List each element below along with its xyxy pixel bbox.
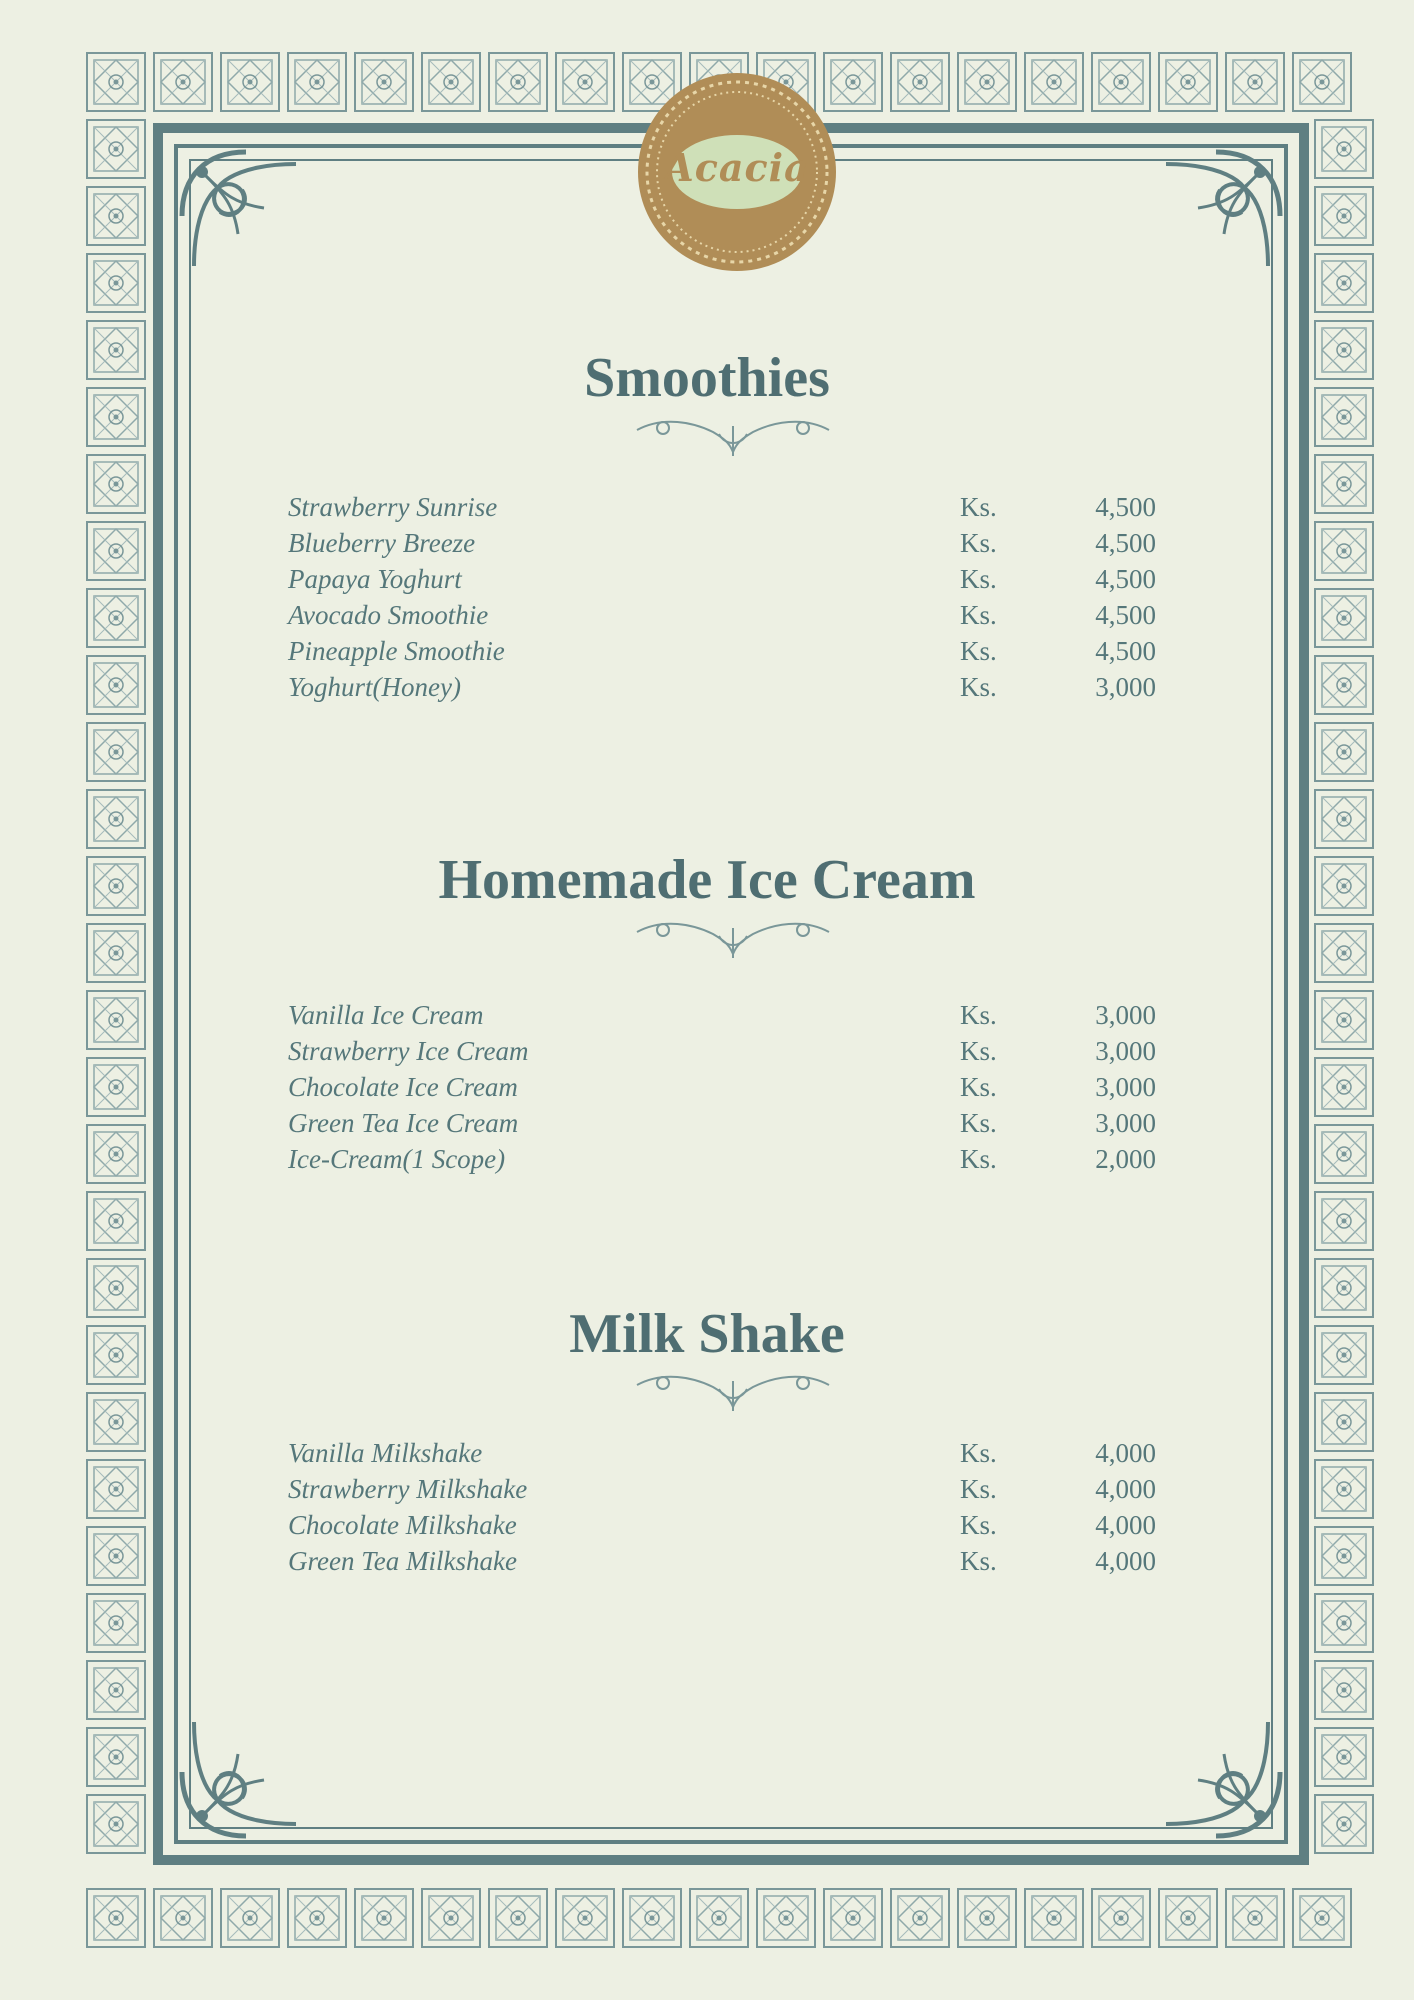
item-price: 4,500 [1095, 492, 1156, 522]
menu-item [288, 1036, 1156, 1072]
section-title-milk-shake: Milk Shake [569, 1303, 845, 1365]
item-currency: Ks. [960, 1072, 997, 1102]
section-title-smoothies: Smoothies [584, 347, 830, 409]
menu-item [288, 1072, 1156, 1108]
menu-item [288, 1474, 1156, 1510]
item-currency: Ks. [960, 600, 997, 630]
brand-logo-text: Acacia [664, 145, 810, 190]
menu-item [288, 1144, 1156, 1180]
title-ornament [633, 914, 833, 960]
menu-item [288, 1438, 1156, 1474]
item-name: Strawberry Ice Cream [288, 1036, 529, 1066]
item-price: 4,500 [1095, 528, 1156, 558]
item-price: 4,500 [1095, 600, 1156, 630]
item-price: 3,000 [1095, 1072, 1156, 1102]
item-price: 4,000 [1095, 1546, 1156, 1576]
item-price: 4,500 [1095, 564, 1156, 594]
item-price: 3,000 [1095, 1036, 1156, 1066]
item-name: Yoghurt(Honey) [288, 672, 461, 702]
item-currency: Ks. [960, 528, 997, 558]
item-currency: Ks. [960, 1474, 997, 1504]
item-name: Papaya Yoghurt [288, 564, 462, 594]
item-name: Blueberry Breeze [288, 528, 476, 558]
item-name: Chocolate Milkshake [288, 1510, 517, 1540]
item-price: 3,000 [1095, 672, 1156, 702]
menu-item [288, 528, 1156, 564]
menu-item [288, 1546, 1156, 1582]
item-name: Vanilla Milkshake [288, 1438, 483, 1468]
item-currency: Ks. [960, 1108, 997, 1138]
menu-item [288, 1000, 1156, 1036]
menu-item [288, 672, 1156, 708]
item-price: 4,000 [1095, 1510, 1156, 1540]
item-name: Avocado Smoothie [288, 600, 489, 630]
menu-item [288, 1108, 1156, 1144]
item-currency: Ks. [960, 492, 997, 522]
item-currency: Ks. [960, 1546, 997, 1576]
item-price: 4,000 [1095, 1474, 1156, 1504]
item-name: Green Tea Milkshake [288, 1546, 517, 1576]
item-currency: Ks. [960, 564, 997, 594]
item-currency: Ks. [960, 672, 997, 702]
item-name: Strawberry Milkshake [288, 1474, 528, 1504]
item-name: Vanilla Ice Cream [288, 1000, 484, 1030]
menu-item [288, 600, 1156, 636]
title-ornament [633, 1367, 833, 1413]
section-title-ice-cream: Homemade Ice Cream [438, 849, 976, 911]
item-name: Pineapple Smoothie [288, 636, 505, 666]
menu-item [288, 636, 1156, 672]
item-currency: Ks. [960, 1144, 997, 1174]
item-name: Strawberry Sunrise [288, 492, 498, 522]
item-name: Green Tea Ice Cream [288, 1108, 519, 1138]
item-currency: Ks. [960, 1510, 997, 1540]
item-price: 4,000 [1095, 1438, 1156, 1468]
menu-item [288, 564, 1156, 600]
item-currency: Ks. [960, 1000, 997, 1030]
item-price: 2,000 [1095, 1144, 1156, 1174]
item-name: Ice-Cream(1 Scope) [288, 1144, 506, 1174]
item-price: 4,500 [1095, 636, 1156, 666]
item-currency: Ks. [960, 1438, 997, 1468]
item-currency: Ks. [960, 1036, 997, 1066]
item-price: 3,000 [1095, 1000, 1156, 1030]
title-ornament [633, 412, 833, 458]
menu-item [288, 492, 1156, 528]
item-name: Chocolate Ice Cream [288, 1072, 518, 1102]
item-price: 3,000 [1095, 1108, 1156, 1138]
item-currency: Ks. [960, 636, 997, 666]
menu-item [288, 1510, 1156, 1546]
